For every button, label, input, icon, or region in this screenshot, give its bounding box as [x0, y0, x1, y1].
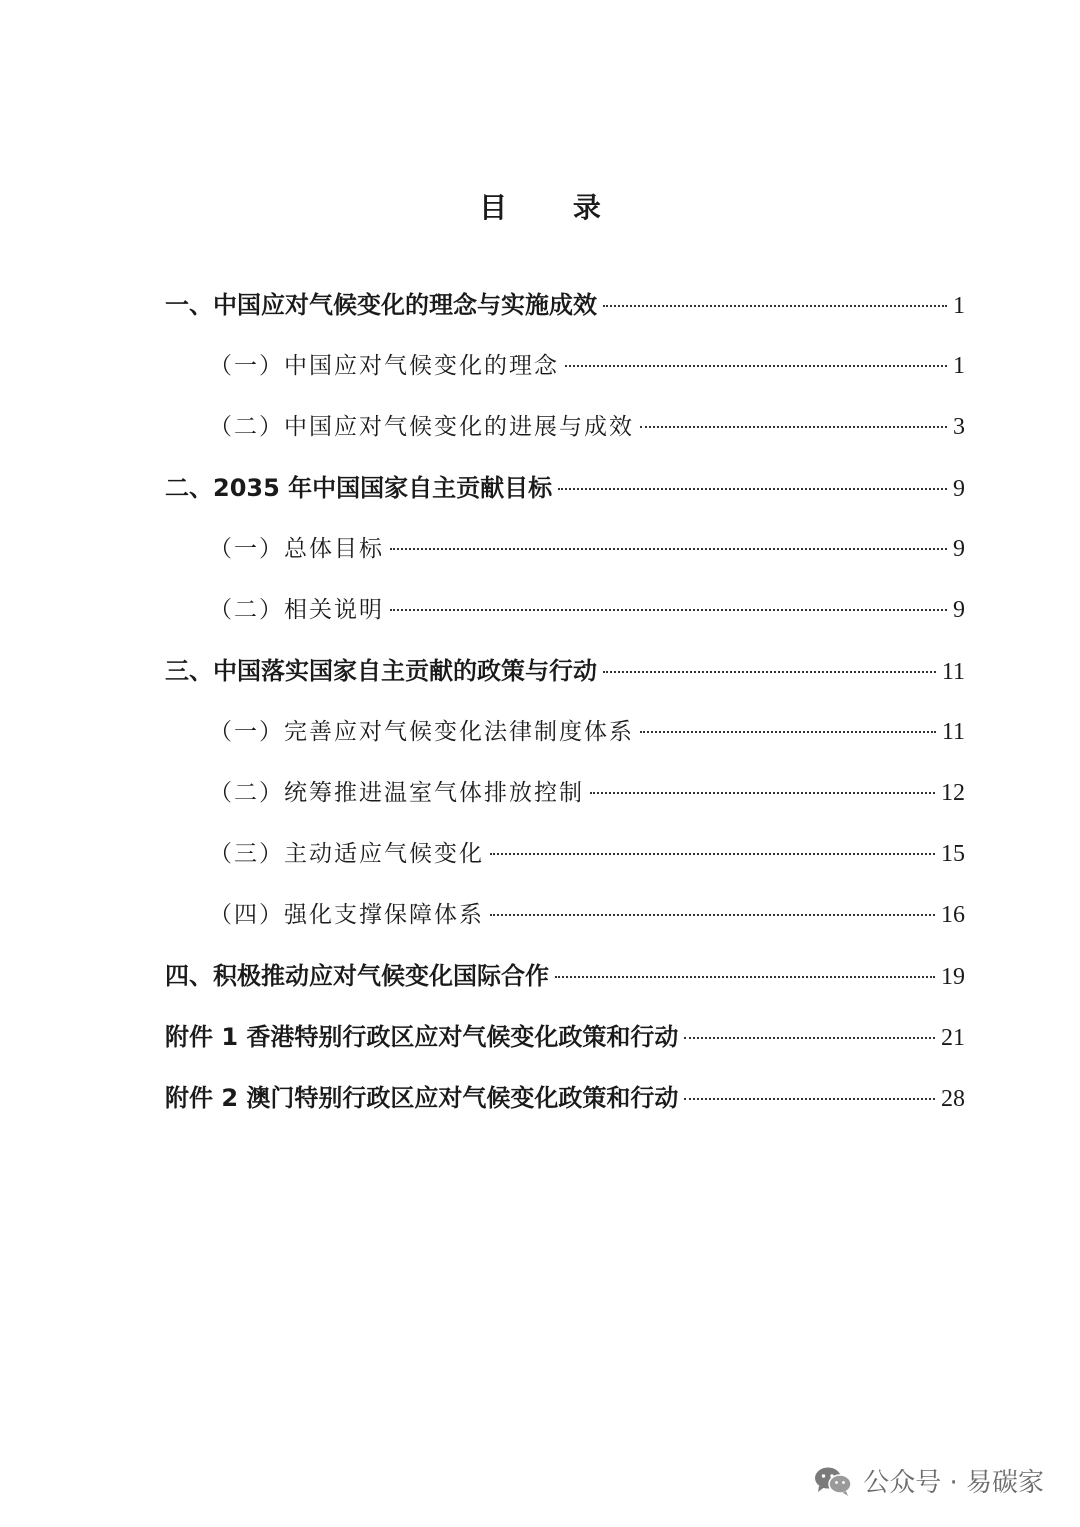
toc-entry[interactable]	[165, 588, 965, 649]
toc-entry-page: 11	[941, 659, 965, 685]
toc-leader-dots	[558, 488, 947, 490]
toc-entry[interactable]	[165, 527, 965, 588]
toc-leader-dots	[390, 609, 947, 611]
toc-leader-dots	[590, 792, 935, 794]
toc-leader-dots	[555, 976, 935, 978]
toc-entry-text: 四、积极推动应对气候变化国际合作	[165, 962, 549, 990]
toc-entry[interactable]	[165, 344, 965, 405]
toc-entry-text: 附件 1 香港特别行政区应对气候变化政策和行动	[165, 1023, 679, 1051]
toc-entry-page: 12	[941, 780, 965, 806]
toc-title: 目 录	[479, 191, 629, 224]
toc-entry-text: （二）相关说明	[209, 597, 384, 623]
toc-entry[interactable]	[165, 1076, 965, 1137]
toc-leader-dots	[390, 548, 947, 550]
toc-entry-text: （二）中国应对气候变化的进展与成效	[209, 414, 634, 440]
toc-entry-text: 一、中国应对气候变化的理念与实施成效	[165, 291, 597, 319]
toc-leader-dots	[684, 1037, 935, 1039]
toc-entry-page: 16	[941, 902, 965, 928]
toc-entry-page: 9	[953, 536, 965, 562]
toc-entry-page: 3	[953, 414, 965, 440]
toc-entry-text: （一）完善应对气候变化法律制度体系	[209, 719, 634, 745]
toc-entry-page: 15	[941, 841, 965, 867]
toc-entry-page: 9	[953, 597, 965, 623]
toc-leader-dots	[603, 671, 936, 673]
toc-entry[interactable]	[165, 405, 965, 466]
toc-entry[interactable]	[165, 832, 965, 893]
toc-leader-dots	[490, 914, 935, 916]
toc-entry[interactable]	[165, 771, 965, 832]
toc-entry-page: 9	[953, 476, 965, 502]
toc-entry-page: 19	[941, 964, 965, 990]
toc-entry[interactable]	[165, 283, 965, 344]
toc-entry-page: 28	[941, 1086, 965, 1112]
toc-list	[165, 283, 965, 1137]
toc-entry[interactable]	[165, 649, 965, 710]
toc-leader-dots	[684, 1098, 935, 1100]
toc-entry[interactable]	[165, 1015, 965, 1076]
toc-entry-text: （一）中国应对气候变化的理念	[209, 353, 559, 379]
toc-entry[interactable]	[165, 466, 965, 527]
toc-entry-text: 附件 2 澳门特别行政区应对气候变化政策和行动	[165, 1084, 679, 1112]
toc-entry-page: 1	[953, 353, 965, 379]
toc-leader-dots	[640, 426, 947, 428]
toc-entry-text: （三）主动适应气候变化	[209, 841, 484, 867]
watermark-text: 公众号 · 易碳家	[863, 1468, 1044, 1498]
toc-entry-page: 21	[941, 1025, 965, 1051]
toc-entry-text: 二、2035 年中国国家自主贡献目标	[165, 474, 553, 502]
toc-entry-text: 三、中国落实国家自主贡献的政策与行动	[165, 657, 597, 685]
toc-entry-text: （一）总体目标	[209, 536, 384, 562]
toc-leader-dots	[640, 731, 936, 733]
toc-entry[interactable]	[165, 710, 965, 771]
watermark	[813, 1462, 1044, 1499]
toc-entry-page: 11	[941, 719, 965, 745]
toc-leader-dots	[565, 365, 947, 367]
toc-leader-dots	[490, 853, 935, 855]
toc-entry[interactable]	[165, 954, 965, 1015]
toc-leader-dots	[603, 305, 947, 307]
wechat-icon	[813, 1465, 853, 1497]
toc-entry-page: 1	[953, 293, 965, 319]
toc-entry-text: （二）统筹推进温室气体排放控制	[209, 780, 584, 806]
toc-entry[interactable]	[165, 893, 965, 954]
toc-entry-text: （四）强化支撑保障体系	[209, 902, 484, 928]
